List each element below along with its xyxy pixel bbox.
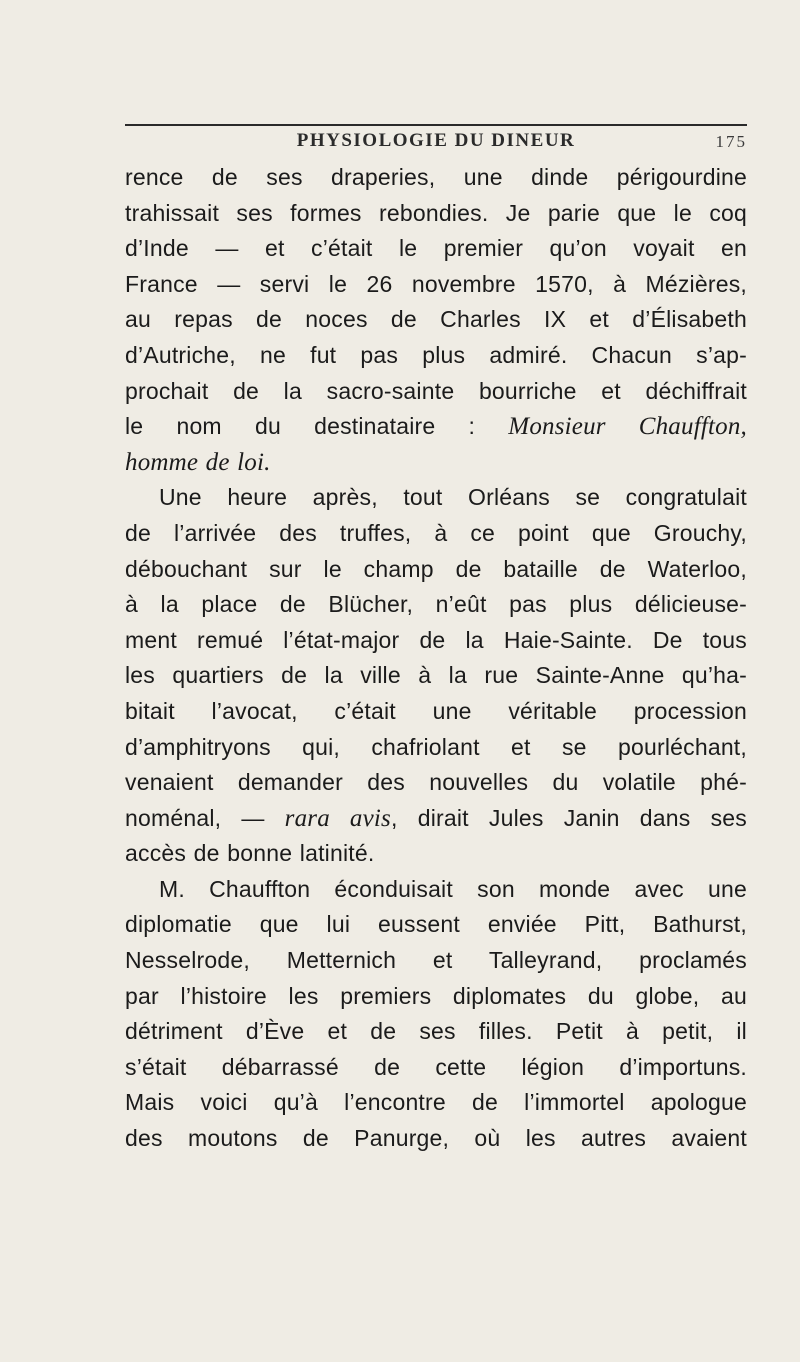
text-line: de l’arrivée des truffes, à ce point que Grouchy, bbox=[125, 519, 747, 546]
text-line: les quartiers de la ville à la rue Sainte-Anne qu’ha- bbox=[125, 662, 747, 689]
italic-phrase: homme de loi. bbox=[125, 448, 271, 476]
text-line: d’Autriche, ne fut pas plus admiré. Chacun s’ap- bbox=[125, 341, 747, 368]
text-line: accès de bonne latinité. bbox=[125, 840, 375, 867]
text-line: au repas de noces de Charles IX et d’Élisabeth bbox=[125, 306, 747, 333]
text-line: prochait de la sacro-sainte bourriche et déchiffrait bbox=[125, 377, 747, 404]
text-line: s’était débarrassé de cette légion d’importuns. bbox=[125, 1053, 747, 1080]
text-line: d’amphitryons qui, chafriolant et se pourléchant, bbox=[125, 733, 747, 760]
text-line-addressee bbox=[125, 409, 747, 445]
text-line: France — servi le 26 novembre 1570, à Mézières, bbox=[125, 270, 747, 297]
text-line: venaient demander des nouvelles du volatile phé- bbox=[125, 769, 747, 796]
paragraph-start: Une heure après, tout Orléans se congratulait bbox=[159, 484, 747, 511]
text-line: par l’histoire les premiers diplomates du globe, au bbox=[125, 982, 747, 1009]
text-line: Mais voici qu’à l’encontre de l’immortel apologue bbox=[125, 1089, 747, 1116]
text-line-rara-avis bbox=[125, 801, 747, 837]
text-line: rence de ses draperies, une dinde périgourdine bbox=[125, 164, 747, 190]
text-line: ment remué l’état-major de la Haie-Sainte. De tous bbox=[125, 626, 747, 653]
text-fragment: noménal, — bbox=[125, 804, 285, 831]
running-head: PHYSIOLOGIE DU DINEUR bbox=[296, 130, 576, 151]
text-line: diplomatie que lui eussent enviée Pitt, Bathurst, bbox=[125, 911, 747, 938]
text-line: des moutons de Panurge, où les autres avaient bbox=[125, 1125, 747, 1152]
text-line: d’Inde — et c’était le premier qu’on voyait en bbox=[125, 235, 747, 262]
text-line: trahissait ses formes rebondies. Je parie que le coq bbox=[125, 199, 747, 226]
italic-phrase: rara avis bbox=[284, 804, 391, 832]
text-line bbox=[125, 445, 747, 481]
text-fragment: le nom du destinataire : bbox=[125, 413, 509, 440]
text-line: bitait l’avocat, c’était une véritable procession bbox=[125, 697, 747, 724]
header-rule bbox=[125, 124, 747, 126]
text-line: détriment d’Ève et de ses filles. Petit à petit, il bbox=[125, 1018, 747, 1045]
page-number: 175 bbox=[715, 132, 747, 151]
paragraph-start: M. Chauffton éconduisait son monde avec une bbox=[159, 875, 747, 902]
body-text bbox=[125, 160, 747, 1157]
page-header bbox=[125, 130, 747, 158]
text-line: Nesselrode, Metternich et Talleyrand, proclamés bbox=[125, 947, 747, 974]
text-line: débouchant sur le champ de bataille de Waterloo, bbox=[125, 555, 747, 582]
text-line: à la place de Blücher, n’eût pas plus délicieuse- bbox=[125, 591, 747, 618]
addressee-italic: Monsieur Chauffton, bbox=[508, 413, 747, 441]
text-fragment: , dirait Jules Janin dans ses bbox=[390, 804, 747, 831]
